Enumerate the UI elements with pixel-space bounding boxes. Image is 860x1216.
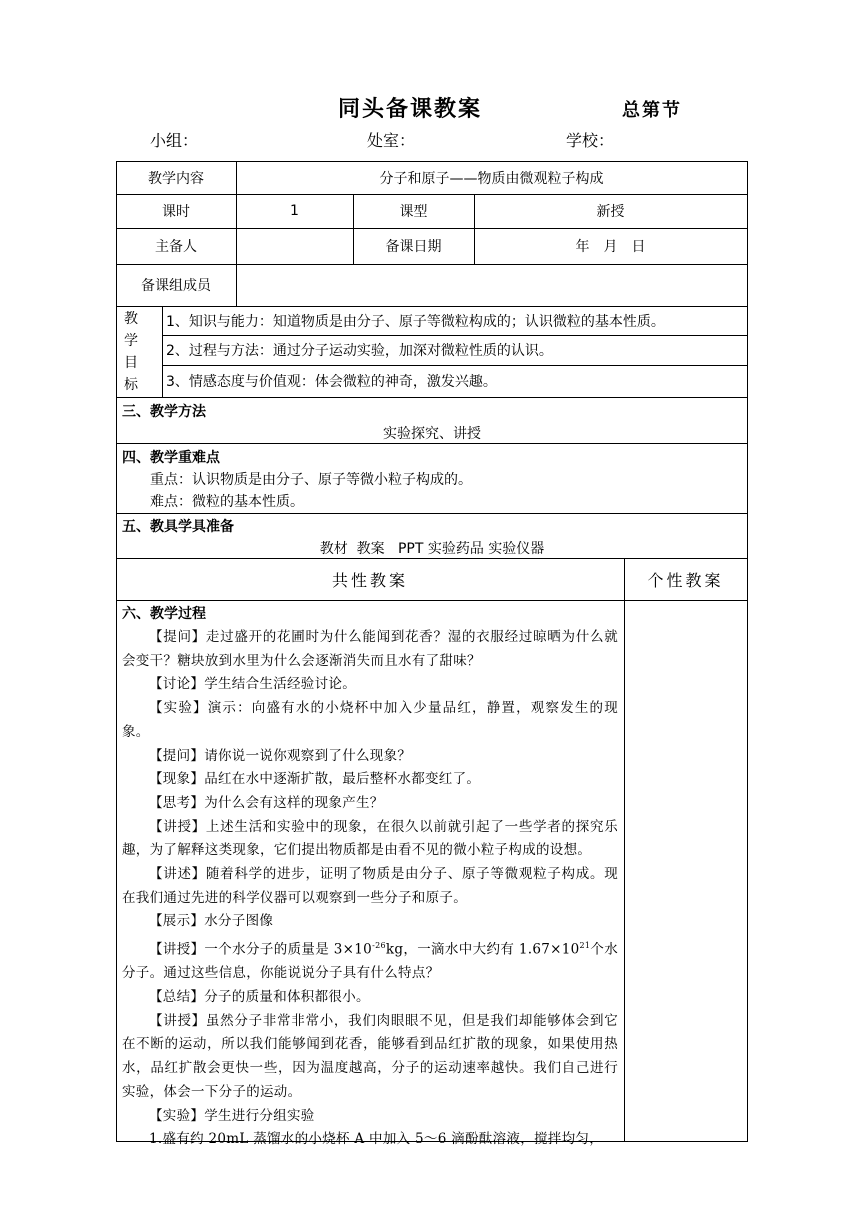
lead-label: 主备人	[155, 239, 197, 255]
teaching-process	[122, 602, 618, 1152]
content-value: 分子和原子——物质由微观粒子构成	[379, 170, 604, 187]
goal-process: 2、过程与方法：通过分子运动实验，加深对微粒性质的认识。	[166, 343, 553, 359]
members-value	[236, 264, 747, 306]
key-point: 重点：认识物质是由分子、原子等微小粒子构成的。	[150, 472, 472, 488]
process-paragraph: 【提问】走过盛开的花圃时为什么能闻到花香？湿的衣服经过晾晒为什么就会变干？糖块放到水里为什么会逐渐消失而且水有了甜味？	[122, 629, 618, 669]
process-paragraph: 【现象】品红在水中逐渐扩散，最后整杯水都变红了。	[149, 771, 481, 788]
process-paragraph: 【总结】分子的质量和体积都很小。	[149, 989, 370, 1006]
process-paragraph: 【提问】请你说一说你观察到了什么现象？	[149, 747, 412, 764]
page-title: 同头备课教案	[337, 97, 482, 122]
type-value: 新授	[596, 204, 625, 220]
process-paragraph: 【讨论】学生结合生活经验讨论。	[149, 676, 356, 693]
period-value: 1	[290, 203, 299, 219]
process-paragraph: 【思考】为什么会有这样的现象产生？	[149, 794, 384, 811]
method-heading: 三、教学方法	[122, 404, 206, 420]
mass-paragraph: 【讲授】一个水分子的质量是 $3\times 10^{-26}kg$，一滴水中大约有 $1.67\times 10^{21}$个水分子。通过这些信息，你能说说分子具有什么特点？	[122, 941, 618, 982]
total-section-label: 总第节	[622, 100, 682, 121]
process-paragraph: 【讲述】随着科学的进步，证明了物质是由分子、原子等微观粒子构成。现在我们通过先进的科学仪器可以观察到一些分子和原子。	[122, 866, 618, 906]
process-paragraph: 1.盛有约 20mL 蒸馏水的小烧杯 A 中加入 5～6 滴酚酞溶液，搅拌均匀，	[149, 1131, 603, 1148]
content-label: 教学内容	[148, 170, 204, 187]
process-paragraph: 【讲授】虽然分子非常非常小，我们肉眼眼不见，但是我们却能够体会到它在不断的运动，所以我们能够闻到花香，能够看到品红扩散的现象，如果使用热水，品红扩散会更快一些，因为温度越高，分子的运动速率越快。我们自己进行实验，体会一下分子的运动。	[122, 1012, 618, 1100]
personal-plan-header: 个性教案	[647, 570, 724, 590]
process-paragraph: 【展示】水分子图像	[149, 913, 274, 930]
common-plan-header: 共性教案	[331, 570, 408, 590]
process-paragraph: 【实验】演示：向盛有水的小烧杯中加入少量品红，静置，观察发生的现象。	[122, 700, 618, 740]
tools-value: 教材 教案 PPT 实验药品 实验仪器	[319, 541, 545, 557]
type-label: 课型	[399, 204, 428, 220]
process-heading: 六、教学过程	[122, 606, 206, 622]
process-paragraph: 【讲授】上述生活和实验中的现象，在很久以前就引起了一些学者的探究乐趣，为了解释这类现象，它们提出物质都是由看不见的微小粒子构成的设想。	[122, 818, 618, 859]
members-label: 备课组成员	[141, 278, 211, 294]
period-label: 课时	[162, 204, 190, 220]
office-label: 处室：	[367, 131, 416, 150]
key-points-heading: 四、教学重难点	[122, 450, 220, 466]
school-label: 学校：	[566, 131, 615, 150]
group-label: 小组：	[150, 131, 199, 150]
difficult-point: 难点：微粒的基本性质。	[150, 494, 304, 510]
date-value: 年 月 日	[575, 239, 646, 255]
date-label: 备课日期	[385, 239, 442, 255]
process-paragraph: 【实验】学生进行分组实验	[149, 1107, 315, 1124]
goal-knowledge: 1、知识与能力：知道物质是由分子、原子等微粒构成的；认识微粒的基本性质。	[166, 313, 665, 330]
tools-heading: 五、教具学具准备	[122, 519, 234, 535]
goal-attitude: 3、情感态度与价值观：体会微粒的神奇，激发兴趣。	[166, 374, 497, 390]
lead-value	[236, 228, 353, 264]
goals-label: 教 学 目 标	[124, 311, 138, 393]
method-value: 实验探究、讲授	[383, 426, 481, 442]
